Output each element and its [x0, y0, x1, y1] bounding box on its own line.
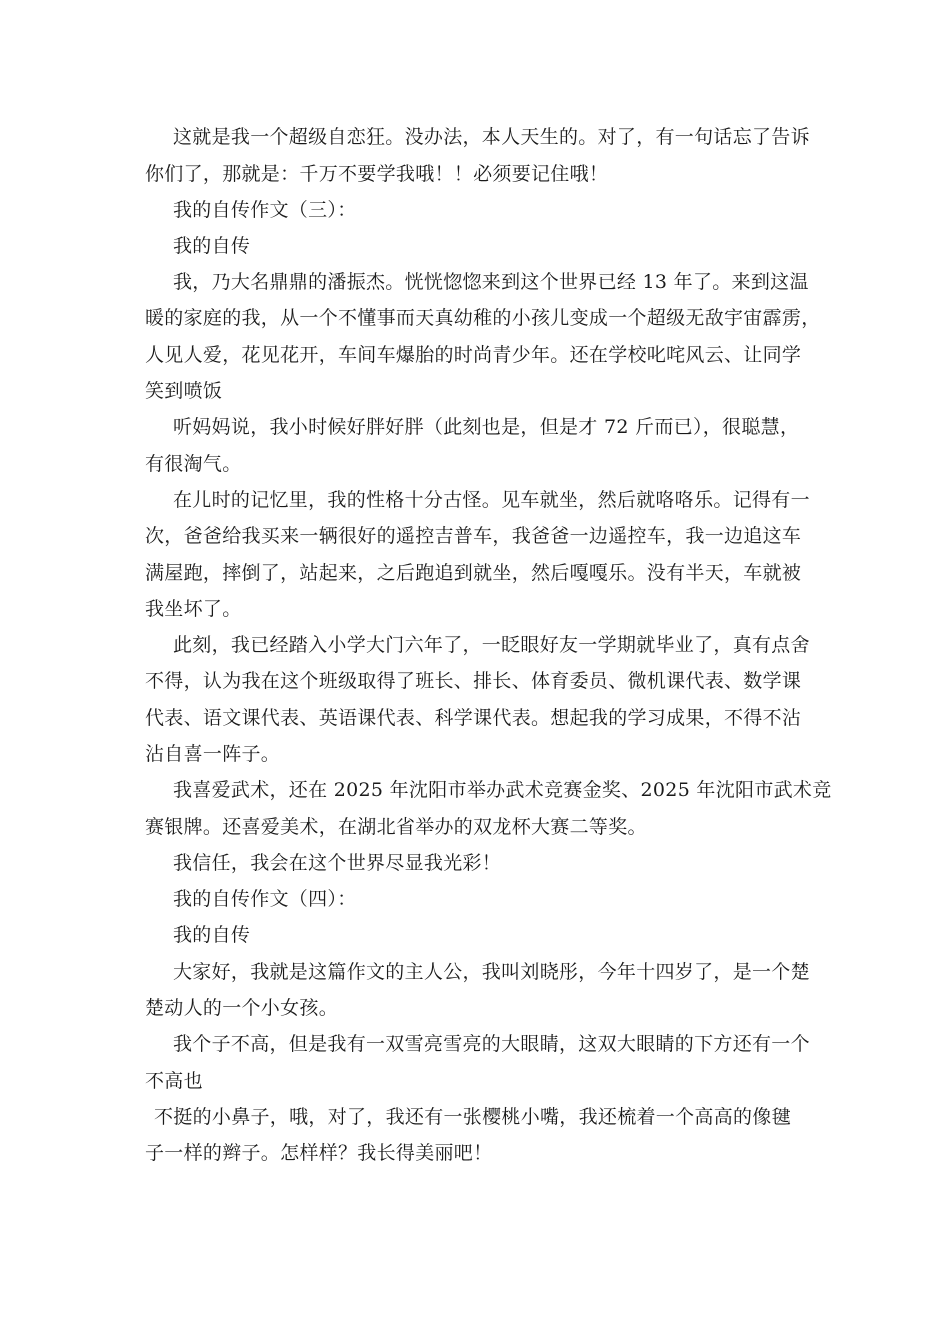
text-line: 我坐坏了。	[145, 598, 242, 620]
essay-title: 我的自传	[173, 924, 251, 946]
essay-title: 我的自传	[173, 235, 251, 257]
text-line: 沾自喜一阵子。	[145, 743, 281, 765]
text-line: 此刻，我已经踏入小学大门六年了，一眨眼好友一学期就毕业了，真有点舍	[173, 634, 810, 656]
text-line: 赛银牌。还喜爱美术，在湖北省举办的双龙杯大赛二等奖。	[145, 816, 647, 838]
text-line: 我喜爱武术，还在 2025 年沈阳市举办武术竞赛金奖、2025 年沈阳市武术竞	[173, 779, 832, 801]
text-line: 代表、语文课代表、英语课代表、科学课代表。想起我的学习成果，不得不沾	[145, 707, 802, 729]
text-line: 大家好，我就是这篇作文的主人公，我叫刘晓彤，今年十四岁了，是一个楚	[173, 961, 810, 983]
text-line: 人见人爱，花见花开，车间车爆胎的时尚青少年。还在学校叱咤风云、让同学	[145, 344, 802, 366]
text-line: 楚动人的一个小女孩。	[145, 997, 339, 1019]
text-line: 我个子不高，但是我有一双雪亮雪亮的大眼睛，这双大眼睛的下方还有一个	[173, 1033, 810, 1055]
text-line: 满屋跑，摔倒了，站起来，之后跑追到就坐，然后嘎嘎乐。没有半天，车就被	[145, 562, 802, 584]
section-heading: 我的自传作文（三）：	[173, 199, 357, 221]
text-line: 暖的家庭的我，从一个不懂事而天真幼稚的小孩儿变成一个超级无敌宇宙霹雳，	[145, 307, 821, 329]
text-line: 这就是我一个超级自恋狂。没办法，本人天生的。对了，有一句话忘了告诉	[173, 126, 810, 148]
text-line: 在儿时的记忆里，我的性格十分古怪。见车就坐，然后就咯咯乐。记得有一	[173, 489, 810, 511]
text-line: 我信任，我会在这个世界尽显我光彩！	[173, 852, 502, 874]
text-line: 我，乃大名鼎鼎的潘振杰。恍恍惚惚来到这个世界已经 13 年了。来到这温	[173, 271, 809, 293]
section-heading: 我的自传作文（四）：	[173, 888, 357, 910]
text-line: 不挺的小鼻子，哦，对了，我还有一张樱桃小嘴，我还梳着一个高高的像毽	[154, 1106, 791, 1128]
text-line: 子一样的辫子。怎样样？我长得美丽吧！	[145, 1142, 493, 1164]
text-line: 有很淘气。	[145, 453, 242, 475]
text-line: 次，爸爸给我买来一辆很好的遥控吉普车，我爸爸一边遥控车，我一边追这车	[145, 525, 802, 547]
text-line: 不得，认为我在这个班级取得了班长、排长、体育委员、微机课代表、数学课	[145, 670, 802, 692]
text-line: 笑到喷饭	[145, 380, 223, 402]
text-line: 听妈妈说，我小时候好胖好胖（此刻也是，但是才 72 斤而已），很聪慧，	[173, 416, 800, 438]
text-line: 不高也	[145, 1070, 203, 1092]
text-line: 你们了，那就是：千万不要学我哦！！必须要记住哦！	[145, 163, 609, 185]
